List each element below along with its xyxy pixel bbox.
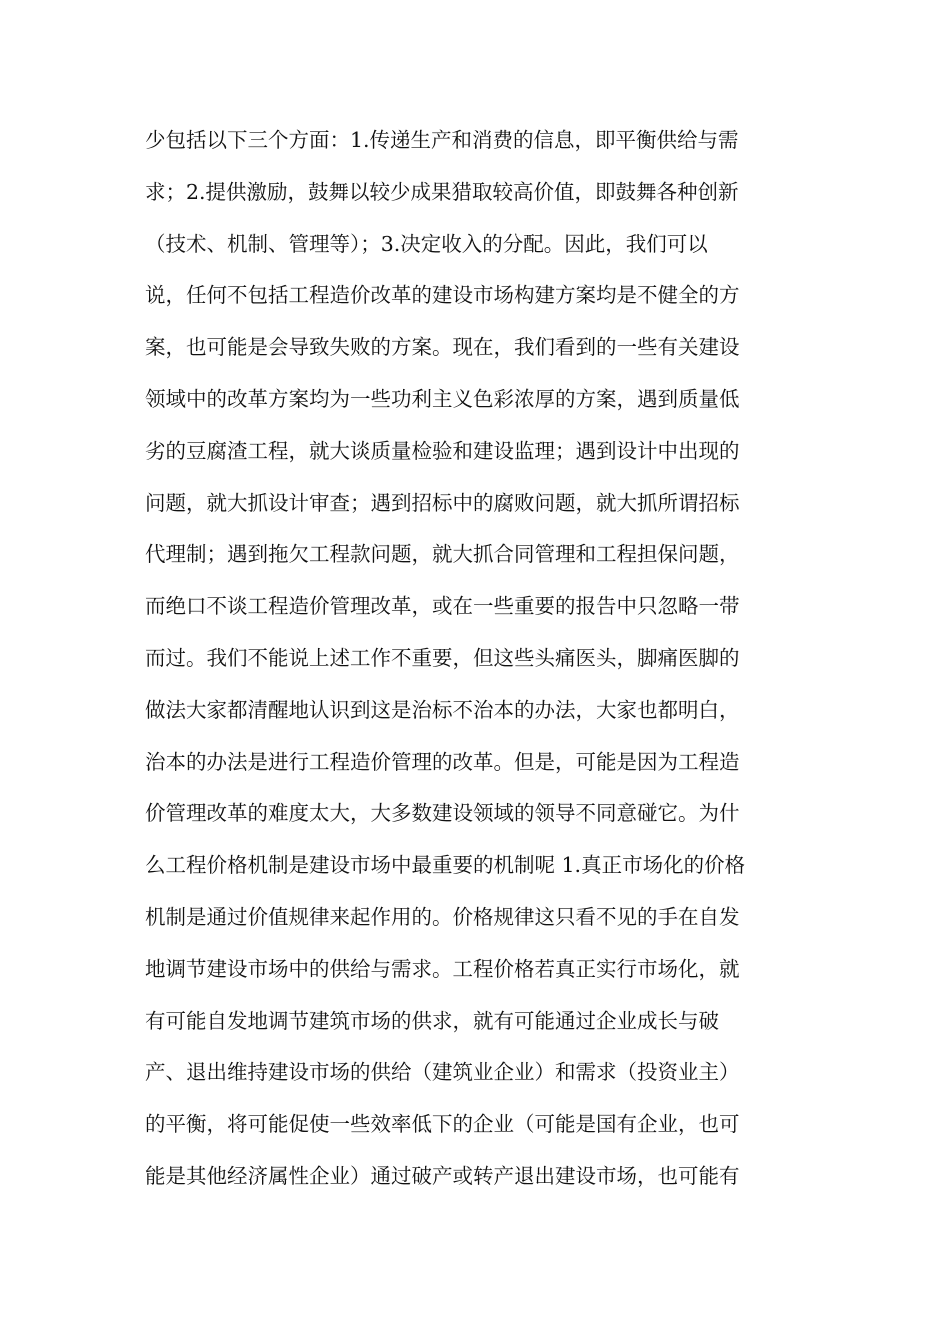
text-line: 治本的办法是进行工程造价管理的改革。但是，可能是因为工程造: [145, 749, 740, 774]
text-line: 的平衡，将可能促使一些效率低下的企业（可能是国有企业，也可: [145, 1112, 740, 1137]
text-line: 说，任何不包括工程造价改革的建设市场构建方案均是不健全的方: [145, 283, 740, 308]
text-line: 劣的豆腐渣工程，就大谈质量检验和建设监理；遇到设计中出现的: [145, 438, 740, 463]
text-line: 案，也可能是会导致失败的方案。现在，我们看到的一些有关建设: [145, 335, 740, 360]
text-line: 领域中的改革方案均为一些功利主义色彩浓厚的方案，遇到质量低: [145, 386, 740, 411]
text-line: 产、退出维持建设市场的供给（建筑业企业）和需求（投资业主）: [145, 1060, 740, 1085]
text-line: 问题，就大抓设计审查；遇到招标中的腐败问题，就大抓所谓招标: [145, 490, 740, 515]
text-line: 而绝口不谈工程造价管理改革，或在一些重要的报告中只忽略一带: [145, 594, 740, 619]
text-line: 求；2.提供激励，鼓舞以较少成果猎取较高价值，即鼓舞各种创新: [145, 179, 739, 204]
text-line: 做法大家都清醒地认识到这是治标不治本的办法，大家也都明白，: [145, 697, 740, 722]
text-line: 价管理改革的难度太大，大多数建设领域的领导不同意碰它。为什: [145, 801, 740, 826]
text-line: 而过。我们不能说上述工作不重要，但这些头痛医头，脚痛医脚的: [145, 645, 740, 670]
text-line: 能是其他经济属性企业）通过破产或转产退出建设市场，也可能有: [145, 1163, 740, 1188]
text-line: 机制是通过价值规律来起作用的。价格规律这只看不见的手在自发: [145, 904, 740, 929]
text-line: 么工程价格机制是建设市场中最重要的机制呢 1.真正市场化的价格: [145, 853, 746, 878]
text-line: 少包括以下三个方面：1.传递生产和消费的信息，即平衡供给与需: [145, 128, 739, 152]
text-line: 有可能自发地调节建筑市场的供求，就有可能通过企业成长与破: [145, 1008, 719, 1033]
body-text: [145, 115, 805, 1203]
text-line: 代理制；遇到拖欠工程款问题，就大抓合同管理和工程担保问题，: [145, 542, 740, 567]
text-line: 地调节建设市场中的供给与需求。工程价格若真正实行市场化，就: [145, 956, 740, 981]
text-line: （技术、机制、管理等）；3.决定收入的分配。因此，我们可以: [145, 231, 708, 256]
